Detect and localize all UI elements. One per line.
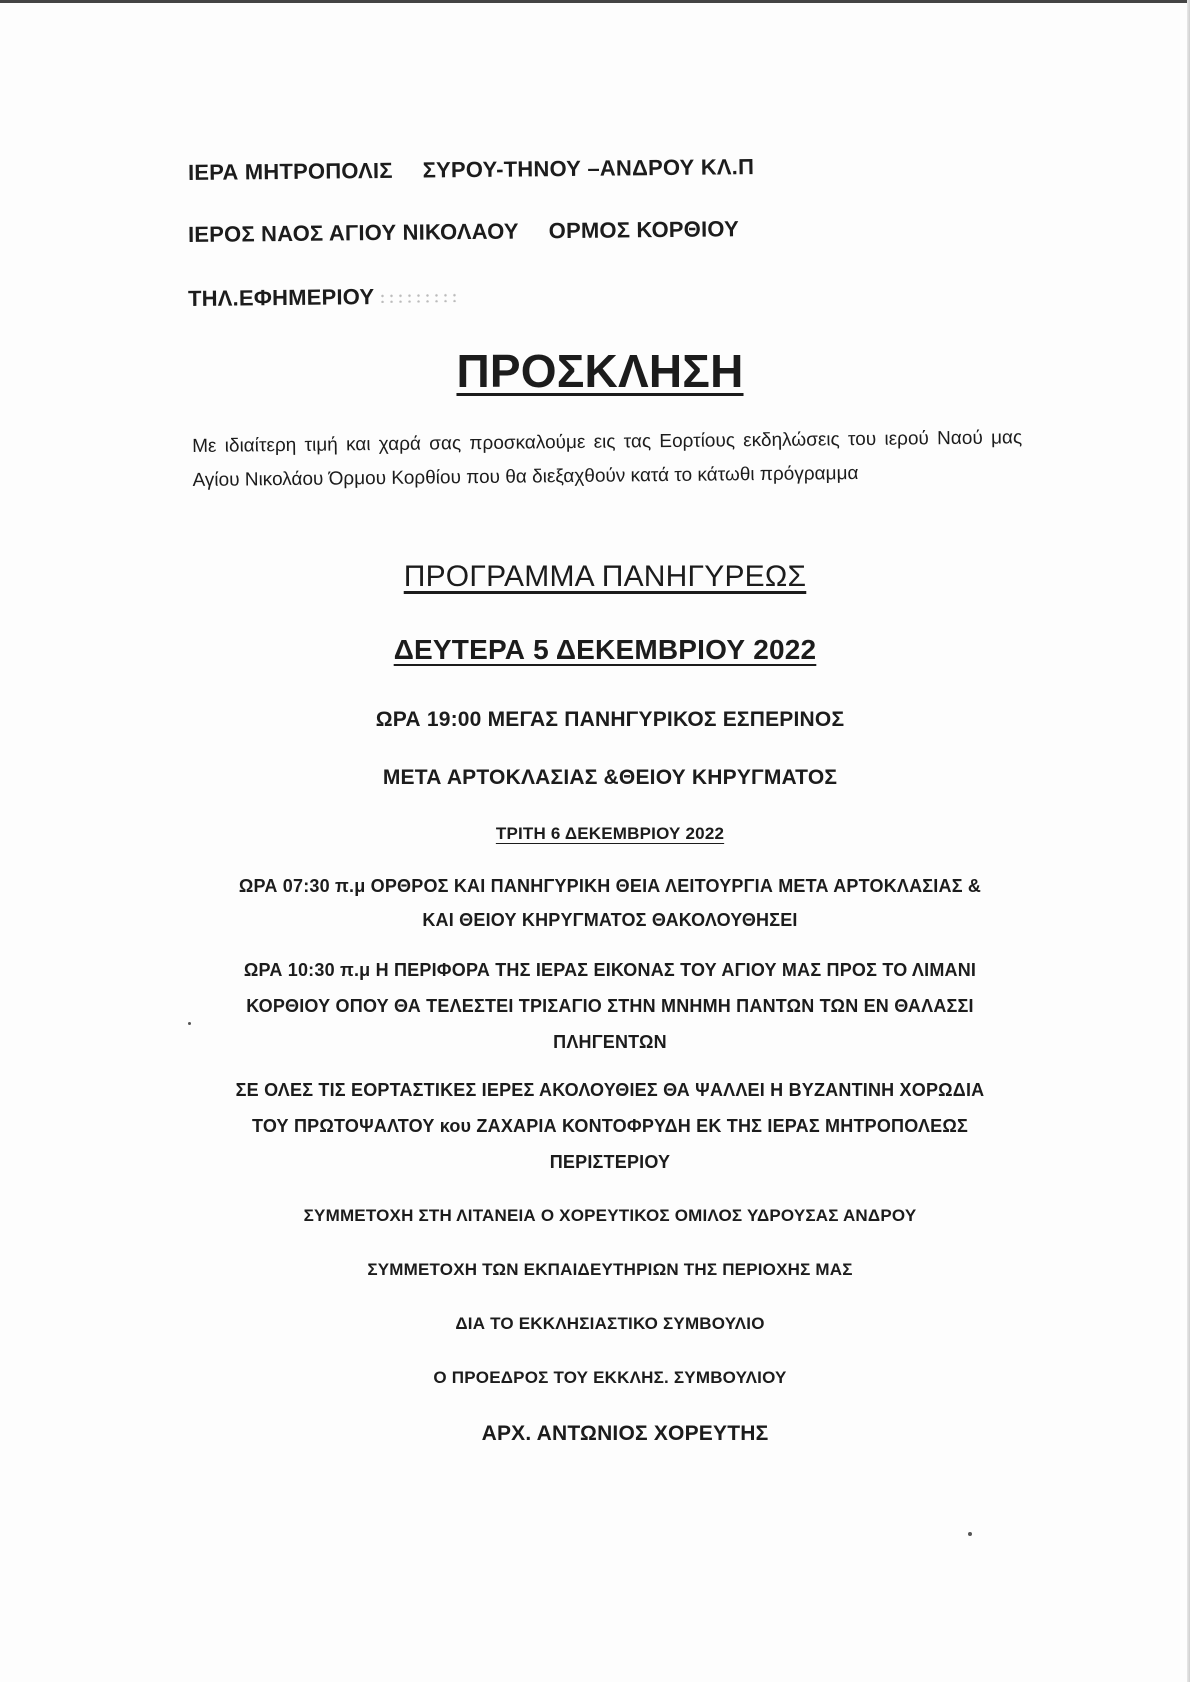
redacted-phone-number bbox=[378, 292, 458, 303]
header-phone-label: ΤΗΛ.ΕΦΗΜΕΡΙΟΥ bbox=[187, 284, 375, 311]
day2-procession-line2: ΚΟΡΘΙΟΥ ΟΠΟΥ ΘΑ ΤΕΛΕΣΤΕΙ ΤΡΙΣΑΓΙΟ ΣΤΗΝ ΜΝΗΜΗ ΠΑΝΤΩΝ ΤΩΝ ΕΝ ΘΑΛΑΣΣΙ bbox=[246, 996, 974, 1016]
header-church-left: ΙΕΡΟΣ ΝΑΟΣ ΑΓΙΟΥ ΝΙΚΟΛΑΟΥ bbox=[187, 218, 519, 247]
choir-line1: ΣΕ ΟΛΕΣ ΤΙΣ ΕΟΡΤΑΣΤΙΚΕΣ ΙΕΡΕΣ ΑΚΟΛΟΥΘΙΕΣ ΘΑ ΨΑΛΛΕΙ Η ΒΥΖΑΝΤΙΝΗ ΧΟΡΩΔΙΑ bbox=[235, 1080, 985, 1100]
signoff-name: ΑΡΧ. ΑΝΤΩΝΙΟΣ ΧΟΡΕΥΤΗΣ bbox=[481, 1422, 769, 1445]
header-metropolis bbox=[188, 154, 754, 186]
program-title: ΠΡΟΓΡΑΜΜΑ ΠΑΝΗΓΥΡΕΩΣ bbox=[403, 560, 807, 593]
header-phone bbox=[188, 283, 459, 312]
day2-procession-line1: ΩΡΑ 10:30 π.μ Η ΠΕΡΙΦΟΡΑ ΤΗΣ ΙΕΡΑΣ ΕΙΚΟΝΑΣ ΤΟΥ ΑΓΙΟΥ ΜΑΣ ΠΡΟΣ ΤΟ ΛΙΜΑΝΙ bbox=[243, 960, 977, 980]
header-metropolis-right: ΣΥΡΟΥ-ΤΗΝΟΥ –ΑΝΔΡΟΥ ΚΛ.Π bbox=[422, 154, 755, 183]
invitation-title: ΠΡΟΣΚΛΗΣΗ bbox=[456, 345, 744, 397]
intro-paragraph: Με ιδιαίτερη τιμή και χαρά σας προσκαλούμε εις τας Εορτίους εκδηλώσεις του ιερού Ναού μας Αγίου Νικολάου Όρμου Κορθίου που θα διεξαχθούν κατά το κάτωθι πρόγραμμα bbox=[192, 427, 1023, 491]
scan-speck bbox=[968, 1532, 972, 1536]
scan-speck bbox=[188, 1022, 191, 1025]
day2-liturgy-line1: ΩΡΑ 07:30 π.μ ΟΡΘΡΟΣ ΚΑΙ ΠΑΝΗΓΥΡΙΚΗ ΘΕΙΑ ΛΕΙΤΟΥΡΓΙΑ ΜΕΤΑ ΑΡΤΟΚΛΑΣΙΑΣ & bbox=[238, 876, 982, 896]
participation-schools: ΣΥΜΜΕΤΟΧΗ ΤΩΝ ΕΚΠΑΙΔΕΥΤΗΡΙΩΝ ΤΗΣ ΠΕΡΙΟΧΗΣ ΜΑΣ bbox=[367, 1260, 853, 1279]
day1-vespers: ΩΡΑ 19:00 ΜΕΓΑΣ ΠΑΝΗΓΥΡΙΚΟΣ ΕΣΠΕΡΙΝΟΣ bbox=[375, 708, 845, 731]
day2-procession-line3: ΠΛΗΓΕΝΤΩΝ bbox=[553, 1032, 667, 1052]
day1-artoklasia: ΜΕΤΑ ΑΡΤΟΚΛΑΣΙΑΣ &ΘΕΙΟΥ ΚΗΡΥΓΜΑΤΟΣ bbox=[382, 766, 838, 789]
participation-dance-group: ΣΥΜΜΕΤΟΧΗ ΣΤΗ ΛΙΤΑΝΕΙΑ Ο ΧΟΡΕΥΤΙΚΟΣ ΟΜΙΛΟΣ ΥΔΡΟΥΣΑΣ ΑΝΔΡΟΥ bbox=[303, 1206, 917, 1225]
day2-date: ΤΡΙΤΗ 6 ΔΕΚΕΜΒΡΙΟΥ 2022 bbox=[495, 824, 725, 843]
header-church-right: ΟΡΜΟΣ ΚΟΡΘΙΟΥ bbox=[548, 216, 740, 244]
header-metropolis-left: ΙΕΡΑ ΜΗΤΡΟΠΟΛΙΣ bbox=[187, 157, 393, 185]
signoff-council: ΔΙΑ ΤΟ ΕΚΚΛΗΣΙΑΣΤΙΚΟ ΣΥΜΒΟΥΛΙΟ bbox=[455, 1314, 765, 1333]
header-church bbox=[188, 216, 739, 248]
choir-line3: ΠΕΡΙΣΤΕΡΙΟΥ bbox=[549, 1152, 671, 1172]
choir-line2: ΤΟΥ ΠΡΩΤΟΨΑΛΤΟΥ κου ΖΑΧΑΡΙΑ ΚΟΝΤΟΦΡΥΔΗ ΕΚ ΤΗΣ ΙΕΡΑΣ ΜΗΤΡΟΠΟΛΕΩΣ bbox=[251, 1116, 969, 1136]
signoff-president: Ο ΠΡΟΕΔΡΟΣ ΤΟΥ ΕΚΚΛΗΣ. ΣΥΜΒΟΥΛΙΟΥ bbox=[433, 1368, 787, 1387]
day1-date: ΔΕΥΤΕΡΑ 5 ΔΕΚΕΜΒΡΙΟΥ 2022 bbox=[393, 634, 817, 665]
day2-liturgy-line2: ΚΑΙ ΘΕΙΟΥ ΚΗΡΥΓΜΑΤΟΣ ΘΑΚΟΛΟΥΘΗΣΕΙ bbox=[422, 910, 798, 930]
